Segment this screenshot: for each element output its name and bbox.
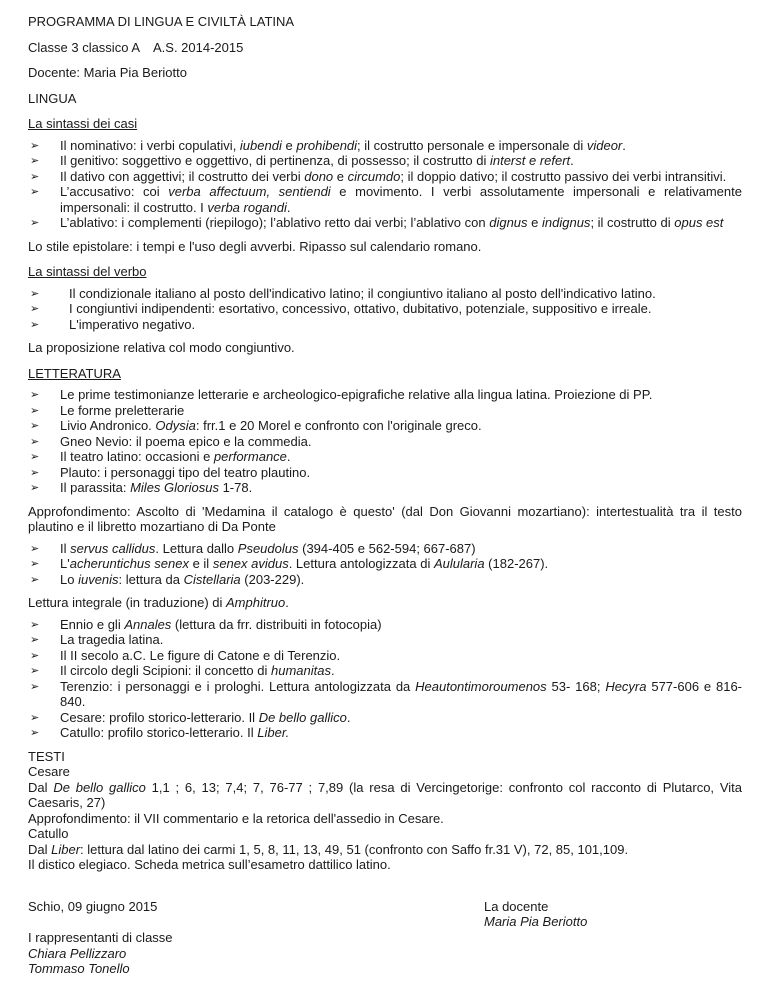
teacher-signature-label: La docente [484,898,549,914]
casi-heading: La sintassi dei casi [28,116,138,131]
testi-distico: Il distico elegiaco. Scheda metrica sull’esametro dattilico latino. [28,857,391,872]
italic-text: Annales [124,616,172,632]
italic-text: Cistellaria [183,571,241,587]
text-segment: 1-78. [218,480,253,495]
list-item [28,418,742,434]
verbo-list [28,286,742,333]
italic-text: Miles Gloriosus [130,480,219,495]
testi-cesare-approfondimento: Approfondimento: il VII commentario e la retorica dell'assedio in Cesare. [28,810,444,826]
text-segment: Dal [28,841,52,857]
list-item [28,465,742,481]
teacher-line: Docente: Maria Pia Beriotto [28,65,187,80]
text-segment: Ennio e gli [60,616,125,632]
italic-text: Amphitruo [226,595,286,610]
text-segment: I congiuntivi indipendenti: esortativo, concessivo, ottativo, dubitativo, potenziale, suppositivo e irreale. [69,301,652,316]
testi-cesare: Cesare [28,764,70,779]
text-segment: Plauto: i personaggi tipo del teatro plautino. [60,464,311,480]
list-item [28,648,742,664]
text-segment: L’ablativo: i complementi (riepilogo); l’ablativo retto dai verbi; l’ablativo con [60,215,490,230]
text-segment: Le forme preletterarie [60,402,185,418]
approfondimento-paragraph: Approfondimento: Ascolto di 'Medamina il catalogo è questo' (dal Don Giovanni mozartiano): intertestualità tra il testo plautino e il libretto mozartiano di Da Ponte [28,503,742,534]
text-segment: : lettura da [118,571,184,587]
text-segment: (182-267). [484,556,549,571]
class-line: Classe 3 classico A A.S. 2014-2015 [28,39,244,55]
text-segment: . [622,137,626,153]
text-segment: Il teatro latino: occasioni e [60,449,214,464]
list-item [28,403,742,419]
text-segment: L' [60,556,70,571]
list-item [28,138,742,154]
italic-text: opus est [674,215,724,230]
text-segment: Livio Andronico. [60,418,156,433]
lingua-heading: LINGUA [28,90,77,106]
italic-text: performance [213,449,287,464]
relativa-paragraph: La proposizione relativa col modo congiuntivo. [28,340,295,355]
italic-text: Liber. [257,725,290,740]
italic-text: videor [586,137,623,153]
document-title: PROGRAMMA DI LINGUA E CIVILTÀ LATINA [28,14,295,29]
stile-paragraph: Lo stile epistolare: i tempi e l'uso degli avverbi. Ripasso sul calendario romano. [28,238,482,254]
italic-text: iuvenis [78,571,119,587]
text-segment: Cesare: profilo storico-letterario. Il [60,709,259,725]
text-segment: Il circolo degli Scipioni: il concetto di [60,663,271,678]
document-page [28,14,742,977]
italic-text: indignus [542,215,591,230]
italic-text: Liber [51,841,81,857]
list-item [28,449,742,465]
text-segment: La tragedia latina. [60,632,164,647]
teacher-signature-name: Maria Pia Beriotto [484,914,588,929]
text-segment: 577-606 e 816-840. [60,678,743,709]
text-segment: e [527,215,542,230]
representative-1: Chiara Pellizzaro [28,945,127,961]
text-segment: Lettura integrale (in traduzione) di [28,595,227,610]
testi-cesare-text [28,780,742,811]
italic-text: Aulularia [433,556,485,571]
text-segment: Lo [60,571,79,587]
text-segment: e il [188,556,213,571]
italic-text: iubendi [239,137,282,153]
text-segment: Catullo: profilo storico-letterario. Il [60,725,258,740]
list-item [28,663,742,679]
text-segment: Il condizionale italiano al posto dell'indicativo latino; il congiuntivo italiano al posto dell'indicativo latino. [69,285,656,301]
letteratura-list-2 [28,541,742,588]
text-segment: . [346,709,351,725]
italic-text: verba affectuum, sentiendi [168,184,331,199]
text-segment: Dal [28,779,54,795]
text-segment: . Lettura antologizzata di [288,556,434,571]
text-segment: Il dativo con aggettivi; il costrutto dei verbi [60,168,305,184]
text-segment: (394-405 e 562-594; 667-687) [298,540,476,556]
testi-heading: TESTI [28,748,65,764]
italic-text: Odysia [155,418,196,433]
testi-catullo: Catullo [28,826,69,841]
signature-right [484,899,742,977]
text-segment: Il parassita: [60,480,131,495]
italic-text: Hecyra [605,678,647,694]
italic-text: verba rogandi [207,199,287,215]
text-segment: L’accusativo: coi [60,184,169,199]
verbo-heading: La sintassi del verbo [28,264,147,279]
text-segment: : lettura dal latino dei carmi 1, 5, 8, 11, 13, 49, 51 (confronto con Saffo fr.31 V), 72, 85, 101,109. [80,841,629,857]
casi-list [28,138,742,231]
letteratura-list-3 [28,617,742,741]
italic-text: interst e refert [489,153,571,168]
list-item [28,317,742,333]
italic-text: De bello gallico [53,779,146,795]
integrale-paragraph [28,595,742,611]
list-item [28,153,742,169]
text-segment: . [330,663,335,678]
testi-catullo-text [28,842,742,858]
text-segment: 1,1 ; 6, 13; 7,4; 7, 76-77 ; 7,89 (la resa di Vercingetorige: confronto col racconto di Plutarco, Vita Caesaris, 27) [28,779,742,810]
text-segment: . [286,449,291,464]
text-segment: ; il doppio dativo; il costrutto passivo dei verbi intransitivi. [400,168,727,184]
italic-text: dignus [489,215,528,230]
text-segment: e [281,137,297,153]
text-segment: . [285,595,289,610]
list-item [28,286,742,302]
list-item [28,725,742,741]
list-item [28,541,742,557]
text-segment: ; il costrutto personale e impersonale di [357,137,587,153]
italic-text: De bello gallico [258,709,347,725]
text-segment: : frr.1 e 20 Morel e confronto con l'originale greco. [195,418,482,433]
list-item [28,301,742,317]
list-item [28,480,742,496]
signature-left [28,899,173,977]
list-item [28,572,742,588]
italic-text: Heautontimoroumenos [415,678,547,694]
list-item [28,679,742,710]
text-segment: Gneo Nevio: il poema epico e la commedia. [60,433,312,449]
list-item [28,387,742,403]
letteratura-heading: LETTERATURA [28,365,121,381]
text-segment: (lettura da frr. distribuiti in fotocopia) [171,616,382,632]
text-segment: . Lettura dallo [155,540,238,556]
representatives-label: I rappresentanti di classe [28,930,173,945]
text-segment: . [570,153,574,168]
text-segment: Il nominativo: i verbi copulativi, [60,137,240,153]
list-item [28,710,742,726]
italic-text: servus callidus [70,540,156,556]
italic-text: dono [304,168,334,184]
letteratura-list-1 [28,387,742,496]
representative-2: Tommaso Tonello [28,961,130,976]
text-segment: e [333,168,348,184]
italic-text: circumdo [347,168,401,184]
place-date: Schio, 09 giugno 2015 [28,898,158,914]
text-segment: (203-229). [240,571,305,587]
text-segment: Il [60,540,71,556]
text-segment: . [286,199,291,215]
list-item [28,632,742,648]
italic-text: senex avidus [212,556,289,571]
italic-text: acheruntichus senex [69,556,189,571]
list-item [28,617,742,633]
list-item [28,184,742,215]
text-segment: Il II secolo a.C. Le figure di Catone e di Terenzio. [60,647,341,663]
text-segment: L'imperativo negativo. [69,316,196,332]
list-item [28,215,742,231]
italic-text: prohibendi [296,137,358,153]
italic-text: Pseudolus [237,540,299,556]
text-segment: e movimento. I verbi assolutamente impersonali e relativamente impersonali: il costrutto. I [60,184,742,215]
list-item [28,556,742,572]
text-segment: Il genitivo: soggettivo e oggettivo, di pertinenza, di possesso; il costrutto di [60,153,490,168]
text-segment: ; il costrutto di [590,215,675,230]
italic-text: humanitas [271,663,331,678]
list-item [28,434,742,450]
signature-row [28,899,742,977]
text-segment: 53- 168; [546,678,606,694]
list-item [28,169,742,185]
text-segment: Terenzio: i personaggi e i prologhi. Lettura antologizzata da [60,678,416,694]
text-segment: Le prime testimonianze letterarie e archeologico-epigrafiche relative alla lingua latina. Proiezione di PP. [60,387,653,402]
